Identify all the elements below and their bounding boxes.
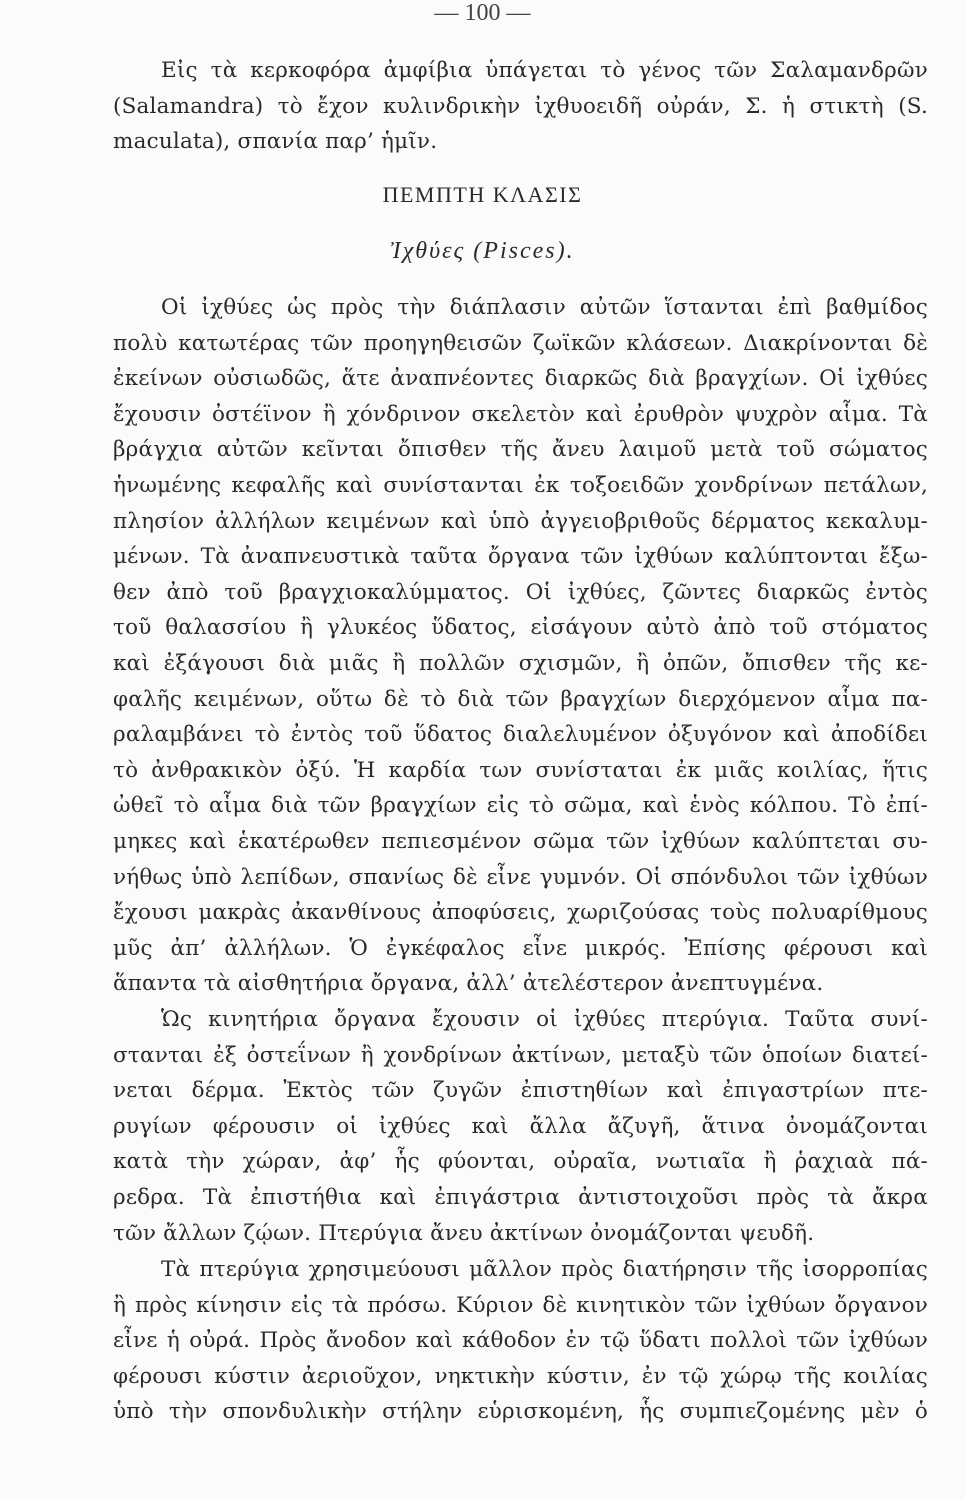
text-line: ἢ πρὸς κίνησιν εἰς τὰ πρόσω. Κύριον δὲ κινητικὸν τῶν ἰχθύων ὄργανον <box>113 1292 928 1318</box>
text-line: ἡνωμένης κεφαλῆς καὶ συνίστανται ἐκ τοξοειδῶν χονδρίνων πετάλων, <box>113 472 928 498</box>
text-line: στανται ἐξ ὀστεΐνων ἢ χονδρίνων ἀκτίνων, μεταξὺ τῶν ὁποίων διατεί- <box>113 1042 928 1068</box>
text-line: μένων. Τὰ ἀναπνευστικὰ ταῦτα ὄργανα τῶν ἰχθύων καλύπτονται ἔξω- <box>113 544 928 570</box>
page-number: — 100 — <box>434 0 531 26</box>
text-line: θεν ἀπὸ τοῦ βραγχιοκαλύμματος. Οἱ ἰχθύες, ζῶντες διαρκῶς ἐντὸς <box>113 579 928 605</box>
text-line: μῦς ἀπ’ ἀλλήλων. Ὁ ἐγκέφαλος εἶνε μικρός. Ἐπίσης φέρουσι καὶ <box>113 935 928 961</box>
paragraph-fins <box>113 1002 928 1251</box>
class-subheading: Ἰχθύες (Pisces). <box>390 238 575 264</box>
paragraph-swim-bladder <box>113 1252 928 1430</box>
text-line: πολὺ κατωτέρας τῶν προηγηθεισῶν ζωϊκῶν κλάσεων. Διακρίνονται δὲ <box>113 330 928 356</box>
text-line: Τὰ πτερύγια χρησιμεύουσι μᾶλλον πρὸς διατήρησιν τῆς ἰσορροπίας <box>161 1257 928 1282</box>
text-line: μηκες καὶ ἑκατέρωθεν πεπιεσμένον σῶμα τῶν ἰχθύων καλύπτεται συ- <box>113 828 928 854</box>
text-line: maculata), σπανία παρ’ ἡμῖν. <box>113 129 438 155</box>
text-line: εἶνε ἡ οὐρά. Πρὸς ἄνοδον καὶ κάθοδον ἐν τῷ ὕδατι πολλοὶ τῶν ἰχθύων <box>113 1328 928 1354</box>
paragraph-salamanders <box>113 53 928 160</box>
text-line: Ὡς κινητήρια ὄργανα ἔχουσιν οἱ ἰχθύες πτερύγια. Ταῦτα συνί- <box>161 1007 928 1032</box>
text-line: βράγχια αὐτῶν κεῖνται ὄπισθεν τῆς ἄνευ λαιμοῦ μετὰ τοῦ σώματος <box>113 437 928 463</box>
text-line: τὸ ἀνθρακικὸν ὀξύ. Ἡ καρδία των συνίσταται ἐκ μιᾶς κοιλίας, ἥτις <box>113 757 928 783</box>
text-line: νήθως ὑπὸ λεπίδων, σπανίως δὲ εἶνε γυμνόν. Οἱ σπόνδυλοι τῶν ἰχθύων <box>113 864 928 890</box>
text-line: ἔχουσι μακρὰς ἀκανθίνους ἀποφύσεις, χωριζούσας τοὺς πολυαρίθμους <box>113 900 928 926</box>
text-line: φέρουσι κύστιν ἀεριοῦχον, νηκτικὴν κύστιν, ἐν τῷ χώρῳ τῆς κοιλίας <box>113 1363 928 1389</box>
text-line: τοῦ θαλασσίου ἢ γλυκέος ὕδατος, εἰσάγουν αὐτὸ ἀπὸ τοῦ στόματος <box>113 615 928 641</box>
text-line: καὶ ἐξάγουσι διὰ μιᾶς ἢ πολλῶν σχισμῶν, ἢ ὀπῶν, ὄπισθεν τῆς κε- <box>113 650 928 676</box>
text-line: ἐκείνων οὐσιωδῶς, ἅτε ἀναπνέοντες διαρκῶς διὰ βραγχίων. Οἱ ἰχθύες <box>113 366 928 392</box>
class-heading: ΠΕΜΠΤΗ ΚΛΑΣΙΣ <box>382 182 583 207</box>
text-line: νεται δέρμα. Ἐκτὸς τῶν ζυγῶν ἐπιστηθίων καὶ ἐπιγαστρίων πτε- <box>113 1078 928 1104</box>
text-line: φαλῆς κειμένων, οὕτω δὲ τὸ διὰ τῶν βραγχίων διερχόμενον αἷμα πα- <box>113 686 928 712</box>
text-line: Εἰς τὰ κερκοφόρα ἀμφίβια ὑπάγεται τὸ γένος τῶν Σαλαμανδρῶν <box>161 58 928 83</box>
text-line: ἅπαντα τὰ αἰσθητήρια ὄργανα, ἀλλ’ ἀτελέστερον ἀνεπτυγμένα. <box>113 971 824 997</box>
text-line: ραλαμβάνει τὸ ἐντὸς τοῦ ὕδατος διαλελυμένον ὀξυγόνον καὶ ἀποδίδει <box>113 722 928 748</box>
text-line: πλησίον ἀλλήλων κειμένων καὶ ὑπὸ ἀγγειοβριθοῦς δέρματος κεκαλυμ- <box>113 508 928 534</box>
paragraph-fish-intro <box>113 290 928 1002</box>
text-line: Οἱ ἰχθύες ὡς πρὸς τὴν διάπλασιν αὐτῶν ἵστανται ἐπὶ βαθμίδος <box>161 295 928 320</box>
text-line: (Salamandra) τὸ ἔχον κυλινδρικὴν ἰχθυοειδῆ οὐράν, Σ. ἡ στικτὴ (S. <box>113 93 928 119</box>
text-line: ὠθεῖ τὸ αἷμα διὰ τῶν βραγχίων εἰς τὸ σῶμα, καὶ ἑνὸς κόλπου. Τὸ ἐπί- <box>113 793 928 819</box>
text-line: τῶν ἄλλων ζῴων. Πτερύγια ἄνευ ἀκτίνων ὀνομάζονται ψευδῆ. <box>113 1220 815 1246</box>
text-line: ὑπὸ τὴν σπονδυλικὴν στήλην εὑρισκομένη, ἧς συμπιεζομένης μὲν ὁ <box>113 1399 928 1425</box>
text-line: ρυγίων φέρουσιν οἱ ἰχθύες καὶ ἄλλα ἄζυγῆ, ἅτινα ὀνομάζονται <box>113 1113 928 1139</box>
text-line: κατὰ τὴν χώραν, ἀφ’ ἧς φύονται, οὐραῖα, νωτιαῖα ἢ ῥαχιαὰ πά- <box>113 1149 928 1175</box>
text-line: ἔχουσιν ὀστέϊνον ἢ χόνδρινον σκελετὸν καὶ ἐρυθρὸν ψυχρὸν αἷμα. Τὰ <box>113 401 928 427</box>
text-line: ρεδρα. Τὰ ἐπιστήθια καὶ ἐπιγάστρια ἀντιστοιχοῦσι πρὸς τὰ ἄκρα <box>113 1184 928 1210</box>
